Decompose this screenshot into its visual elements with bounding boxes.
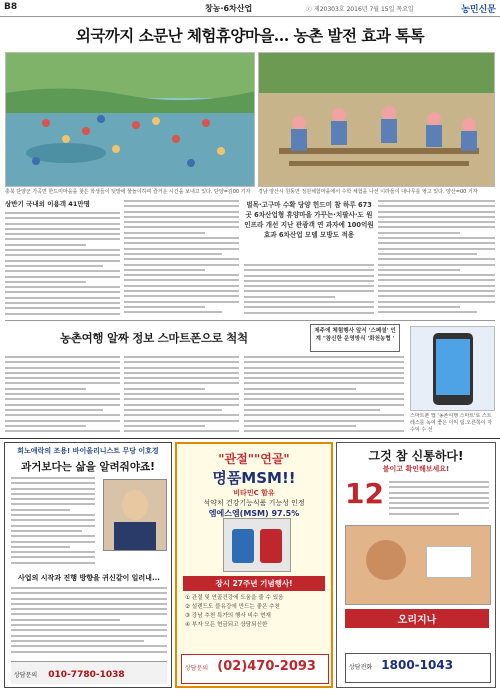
ad-patch-headline: 그것 참 신통하다!: [368, 449, 464, 463]
issue-meta: ⓒ 제20303호 2016년 7월 15일 목요일: [306, 6, 414, 13]
right-photo-caption: 경남 양산시 원동면 정원체험마을에서 수학 체험을 나선 이라들이 대나무를 엮고 있다. 양산=00 기자: [258, 189, 478, 195]
article1-col2: [124, 200, 239, 317]
ad-patch-phone[interactable]: 1800-1043: [381, 658, 454, 672]
article1-subhead: 상반기 국내외 이용객 41만명: [5, 200, 90, 208]
ad-msm-promo-item: ④ 부자 모든 현금되고 상담되신한: [185, 622, 268, 628]
article2-sidebar-caption: 스마트폰 앱 '농촌여행 스마트'로 스트레스를 녹여 좋은 이익 팀.오른쪽이 자 수익 수 선: [410, 413, 492, 433]
article2-col2: [124, 356, 239, 434]
article1-pull-quote: 벌목·고구마 수확 당양 헌드미 참 하루 673곳 6차산업형 휴양마을 가꾸는·치팔사·도 원 인프라 개선 지난 관광객 연 과자에 100억원 효과 6차산업 모델 모방도 적용: [244, 201, 374, 239]
main-headline: 외국까지 소문난 체험휴양마을… 농촌 발전 효과 톡톡: [75, 26, 425, 45]
article1-col1: [5, 212, 120, 317]
section-divider: [5, 320, 495, 321]
ad-patch-brand: 오리지나: [345, 609, 489, 628]
ad-msm-promo-item: ③ 강남 추천 특가의 행사 비수 현재: [185, 613, 271, 619]
ad-fortune-headline: 과거보다는 삶을 알려줘야죠!: [21, 461, 155, 473]
article2-title: 농촌여행 알짜 정보 스마트폰으로 척척: [60, 331, 248, 345]
ad-fortune-top: 희노애락의 조용! 바이올리니스트 무당 이호경: [17, 447, 159, 455]
ad-msm-promo-list: [185, 594, 325, 630]
ad-msm: [175, 442, 333, 688]
ad-fortune-phone[interactable]: 010-7780-1038: [48, 670, 125, 680]
article2-box: [310, 324, 400, 352]
article2-col1: [5, 356, 120, 434]
ad-msm-promo-item: ① 관절 및 연골건강에 도움을 줄 수 있음: [185, 595, 284, 601]
page-number: B8: [4, 2, 18, 12]
phone-app-image: [410, 326, 495, 411]
ad-msm-phone[interactable]: (02)470-2093: [217, 659, 316, 674]
section-title: 창농·6차산업: [205, 4, 253, 13]
ad-fortune-subheadline: 사업의 시작과 진행 방향을 귀신같이 일러내...: [18, 574, 160, 582]
ad-fortune: [4, 442, 172, 688]
ad-patch: [336, 442, 496, 688]
ad-msm-promo-item: ② 설렌드도 블유강에 만드는 좋은 추천: [185, 604, 280, 610]
ad-msm-ingredient: 엠에스엠(MSM) 97.5%: [208, 509, 300, 518]
ad-patch-badge: 12: [345, 477, 384, 510]
ad-patch-subline: 붙이고 확인해보세요!: [382, 465, 450, 473]
phone-icon: [433, 333, 473, 405]
ad-fortune-contact: [11, 661, 167, 684]
ad-msm-product-image: [223, 518, 291, 572]
ad-patch-image: [345, 525, 491, 605]
ad-msm-brand: 명품MSM!!: [212, 469, 296, 487]
ad-msm-desc: 석약처 건강기능식품 기능성 인정: [203, 499, 305, 507]
ad-msm-box-title: 장시 27주년 기념행사!: [183, 576, 325, 591]
ad-fortune-portrait: [103, 479, 167, 551]
newspaper-name: 농민신문: [461, 5, 496, 15]
ad-msm-product-label: 비타민C 함유: [233, 489, 275, 497]
ad-fortune-text-1: [11, 477, 95, 567]
ad-msm-tagline: "관절""연골": [218, 452, 290, 466]
ad-fortune-footer-label: 상담문의: [14, 672, 38, 679]
article1-col3: [244, 264, 374, 317]
right-photo: [258, 52, 495, 187]
article2-box-text: 제주에 체험행사 앞서 '스페셜' 인계 "참신한 운영방식 '화천농협 ': [314, 328, 396, 342]
ad-patch-text: [389, 481, 489, 521]
ad-patch-contact: [345, 653, 491, 683]
ad-msm-footer-label: 상담문의: [185, 665, 209, 672]
ad-fortune-text-2: [11, 587, 167, 657]
ad-divider: [0, 438, 500, 439]
ad-patch-footer-label: 상담전화: [349, 664, 373, 671]
left-photo: [5, 52, 255, 187]
article1-col4: [378, 200, 495, 317]
page-header: [0, 0, 500, 17]
ad-msm-contact: [181, 654, 329, 684]
left-photo-caption: 충북 단양군 가곡면 한드미마을을 찾은 학생들이 텃밭에 물놀이하며 즐거운 시간을 보내고 있다. 단양=김00 기자: [5, 189, 251, 195]
article2-col3: [244, 356, 404, 434]
